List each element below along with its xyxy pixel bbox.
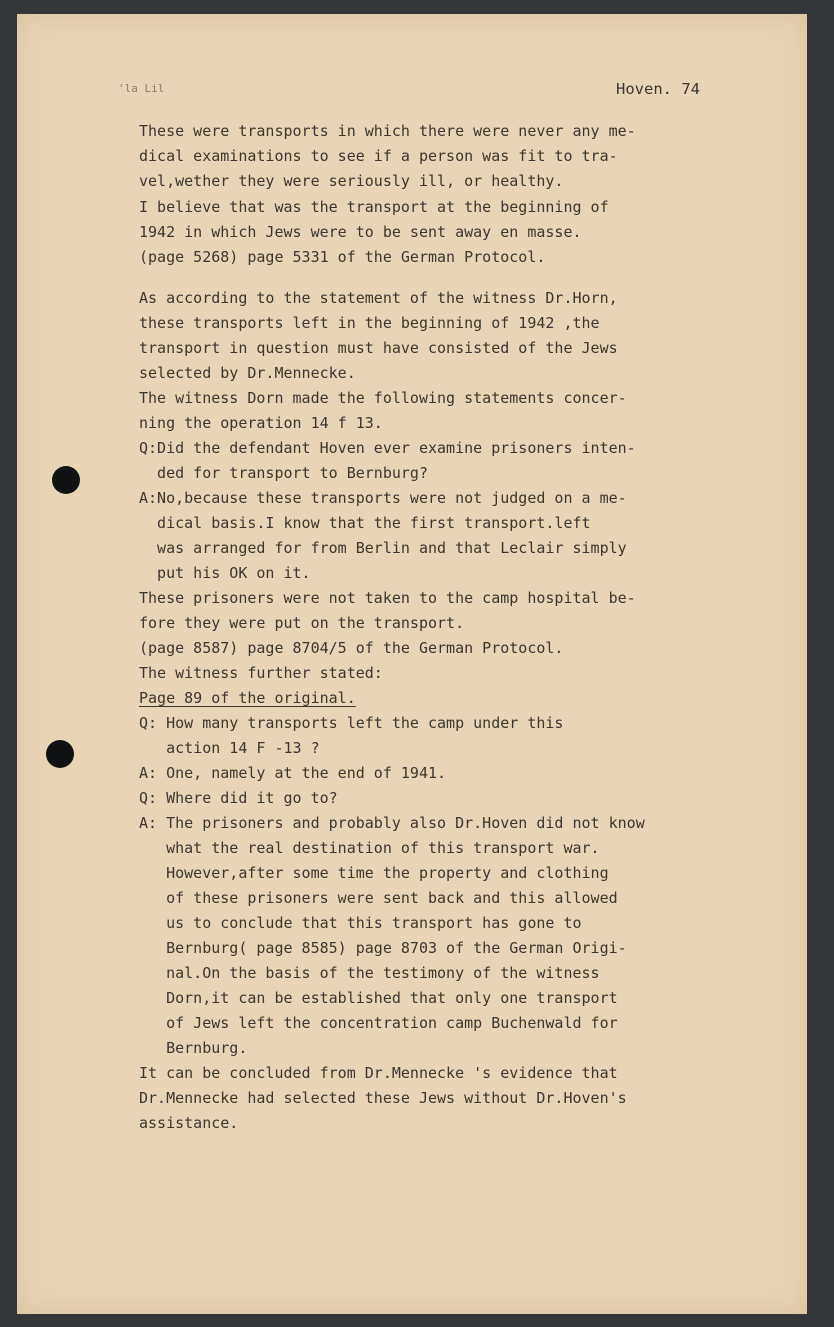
text-line: Bernburg( page 8585) page 8703 of the German Origi- [139,939,627,957]
text-line: A:No,because these transports were not judged on a me- [139,489,627,507]
text-line: These were transports in which there were never any me- [139,122,636,140]
text-line: what the real destination of this transport war. [139,839,600,857]
punch-hole [52,466,80,494]
text-line: Page 89 of the original. [139,689,356,707]
text-line: vel,wether they were seriously ill, or healthy. [139,172,564,190]
text-line: selected by Dr.Mennecke. [139,364,356,382]
text-line: action 14 F -13 ? [139,739,320,757]
text-line: us to conclude that this transport has gone to [139,914,582,932]
text-line: dical examinations to see if a person was fit to tra- [139,147,618,165]
text-line: of Jews left the concentration camp Buchenwald for [139,1014,618,1032]
text-line: However,after some time the property and clothing [139,864,609,882]
text-line: transport in question must have consisted of the Jews [139,339,618,357]
text-line: assistance. [139,1114,239,1132]
header-mark: 'la Lil [118,82,165,95]
text-line: was arranged for from Berlin and that Leclair simply [139,539,627,557]
text-line: put his OK on it. [139,564,311,582]
text-line: (page 8587) page 8704/5 of the German Protocol. [139,639,564,657]
punch-hole [46,740,74,768]
text-line: these transports left in the beginning of 1942 ,the [139,314,600,332]
text-line: ning the operation 14 f 13. [139,414,383,432]
text-line: A: The prisoners and probably also Dr.Hoven did not know [139,814,645,832]
text-line: Bernburg. [139,1039,248,1057]
text-line: The witness further stated: [139,664,383,682]
text-line: fore they were put on the transport. [139,614,465,632]
text-line: These prisoners were not taken to the camp hospital be- [139,589,636,607]
text-line: of these prisoners were sent back and this allowed [139,889,618,907]
text-line: dical basis.I know that the first transport.left [139,514,591,532]
text-line: ded for transport to Bernburg? [139,464,428,482]
text-line: nal.On the basis of the testimony of the witness [139,964,600,982]
page-identifier: Hoven. 74 [616,80,700,98]
text-line: 1942 in which Jews were to be sent away en masse. [139,223,582,241]
text-line: Dorn,it can be established that only one transport [139,989,618,1007]
text-line: I believe that was the transport at the beginning of [139,198,609,216]
text-line: Dr.Mennecke had selected these Jews without Dr.Hoven's [139,1089,627,1107]
text-line: A: One, namely at the end of 1941. [139,764,447,782]
text-line: It can be concluded from Dr.Mennecke 's evidence that [139,1064,618,1082]
text-line: (page 5268) page 5331 of the German Protocol. [139,248,546,266]
text-line: As according to the statement of the witness Dr.Horn, [139,289,618,307]
text-line: The witness Dorn made the following statements concer- [139,389,627,407]
text-line: Q: How many transports left the camp under this [139,714,564,732]
text-line: Q:Did the defendant Hoven ever examine prisoners inten- [139,439,636,457]
text-line: Q: Where did it go to? [139,789,338,807]
